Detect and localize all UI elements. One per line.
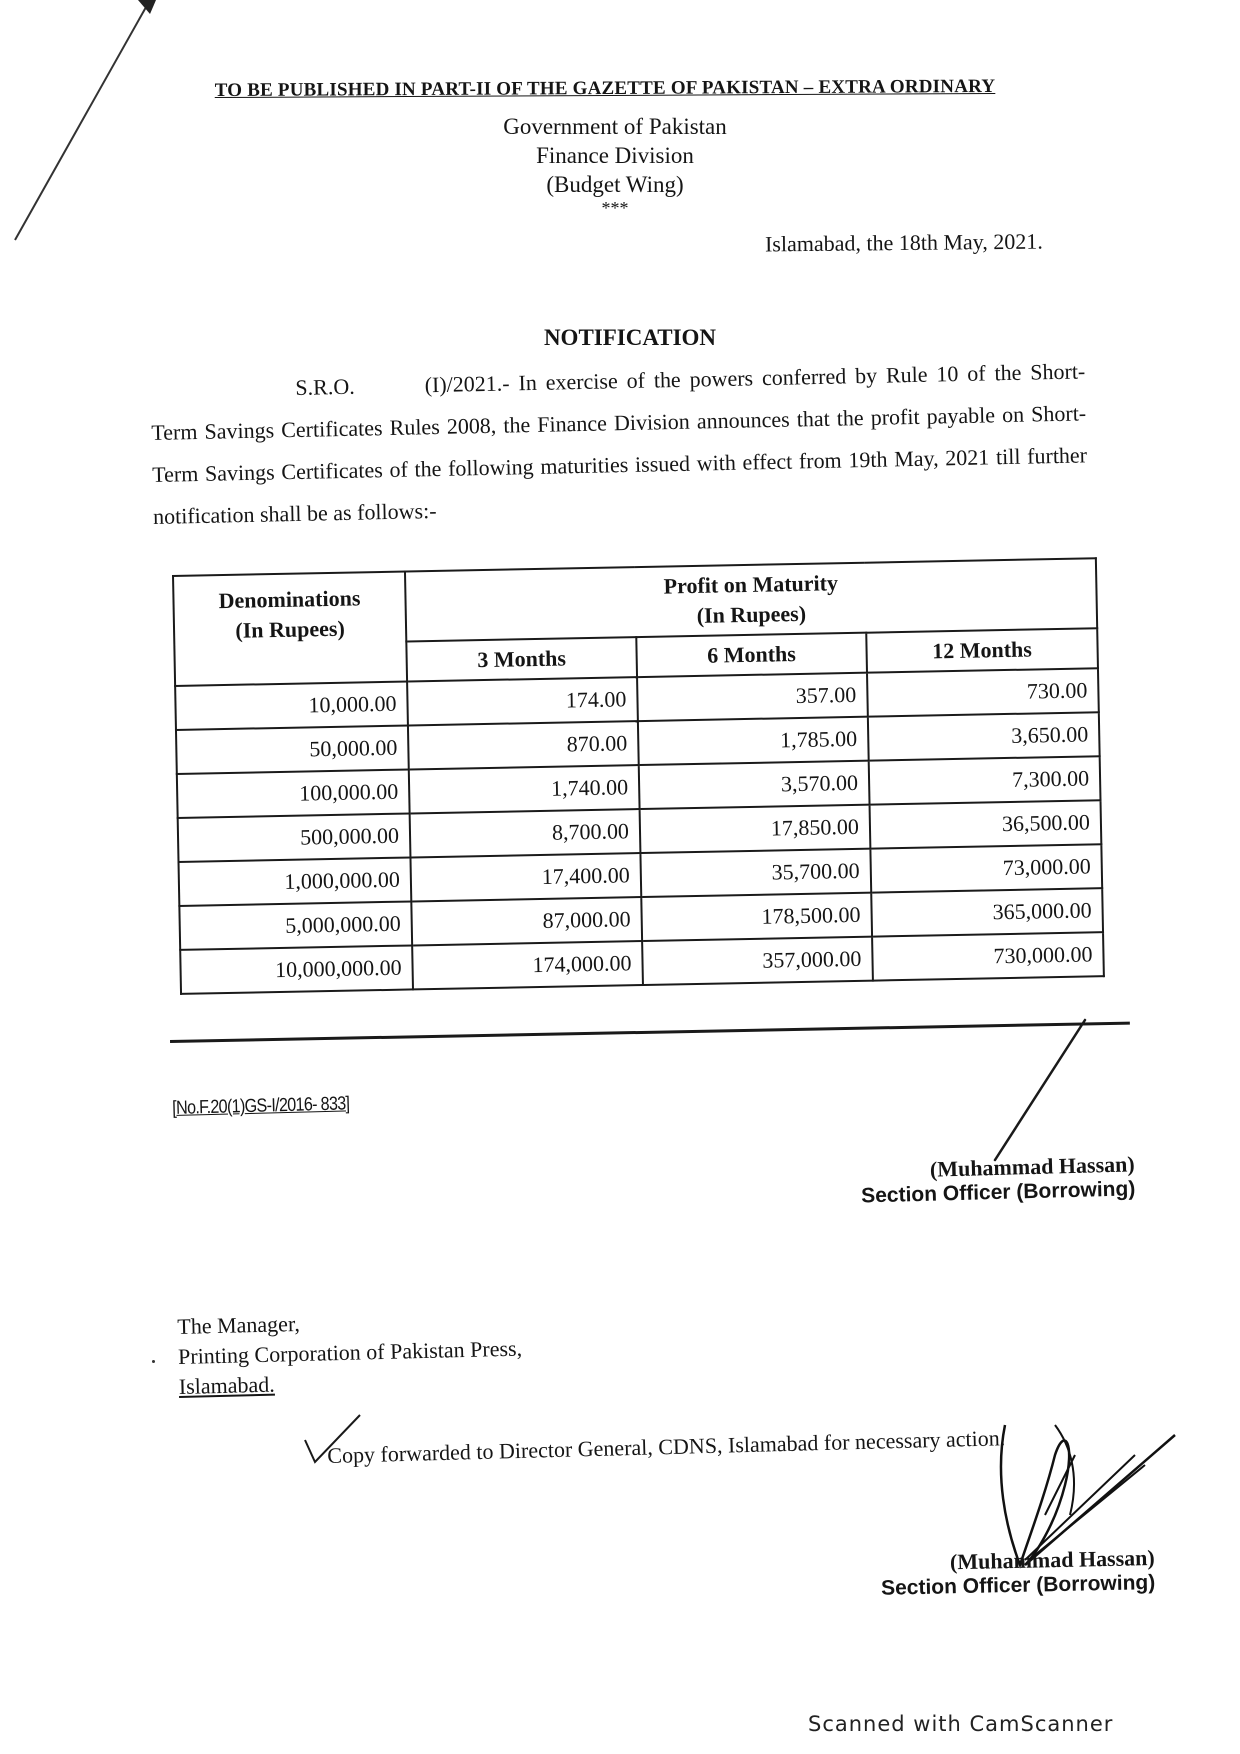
signatory-block-2 xyxy=(870,1545,1156,1601)
denominations-header: Denominations (In Rupees) xyxy=(173,572,407,686)
profit-6m-cell: 357,000.00 xyxy=(642,937,873,985)
profit-table xyxy=(172,557,1105,995)
profit-3m-cell: 174,000.00 xyxy=(412,941,643,989)
profit-3m-cell: 8,700.00 xyxy=(410,809,641,857)
profit-12m-cell: 7,300.00 xyxy=(869,756,1101,804)
addressee-block xyxy=(177,1304,523,1402)
profit-3m-cell: 87,000.00 xyxy=(411,897,642,945)
sro-label: S.R.O. xyxy=(295,373,355,400)
government-name: Government of Pakistan xyxy=(503,114,727,139)
profit-12m-cell: 73,000.00 xyxy=(870,844,1102,892)
denomination-cell: 5,000,000.00 xyxy=(179,901,412,949)
profit-12m-cell: 36,500.00 xyxy=(869,800,1101,848)
profit-6m-cell: 1,785.00 xyxy=(638,717,869,765)
signatory-title: Section Officer (Borrowing) xyxy=(860,1177,1136,1208)
denomination-cell: 100,000.00 xyxy=(177,769,410,817)
column-header-3-months: 3 Months xyxy=(406,637,637,681)
addressee-line-3: Islamabad. xyxy=(178,1371,276,1399)
profit-6m-cell: 35,700.00 xyxy=(640,849,871,897)
notification-paragraph xyxy=(150,350,1088,538)
gazette-publication-line: TO BE PUBLISHED IN PART-II OF THE GAZETTE OF PAKISTAN – EXTRA ORDINARY xyxy=(214,75,996,102)
scan-speck xyxy=(152,1360,155,1363)
profit-3m-cell: 1,740.00 xyxy=(409,765,640,813)
profit-6m-cell: 357.00 xyxy=(637,673,868,721)
signature-stroke-icon xyxy=(985,1015,1095,1165)
division-name: Finance Division xyxy=(536,143,694,168)
wing-name: (Budget Wing) xyxy=(546,172,684,197)
addressee-line-1: The Manager, xyxy=(177,1311,301,1339)
profit-6m-cell: 3,570.00 xyxy=(639,761,870,809)
denomination-cell: 10,000,000.00 xyxy=(180,945,413,993)
signatory-title-2: Section Officer (Borrowing) xyxy=(880,1571,1156,1600)
profit-12m-cell: 730,000.00 xyxy=(872,932,1104,980)
profit-6m-cell: 17,850.00 xyxy=(640,805,871,853)
addressee-line-2: Printing Corporation of Pakistan Press, xyxy=(177,1335,523,1369)
place-and-date: Islamabad, the 18th May, 2021. xyxy=(764,228,1043,257)
profit-6m-cell: 178,500.00 xyxy=(641,893,872,941)
denomination-cell: 1,000,000.00 xyxy=(179,857,412,905)
signatory-block xyxy=(854,1151,1135,1208)
denomination-cell: 10,000.00 xyxy=(175,682,408,730)
profit-on-maturity-header: Profit on Maturity (In Rupees) xyxy=(405,558,1097,641)
denomination-cell: 500,000.00 xyxy=(178,813,411,861)
column-header-6-months: 6 Months xyxy=(636,633,867,677)
notification-title: NOTIFICATION xyxy=(543,325,717,350)
notification-body: In exercise of the powers conferred by Rule 10 of the Short-Term Savings Certificates Rules 2008, the Finance Division announces that the profit payable on Short-Term Savings Certificates of the following maturities issued with effect from 19th May, 2021 till further notification shall be as follows:- xyxy=(151,358,1088,529)
profit-3m-cell: 17,400.00 xyxy=(410,853,641,901)
signatory-name: (Muhammad Hassan) xyxy=(929,1151,1135,1182)
denomination-cell: 50,000.00 xyxy=(176,725,409,773)
scan-fold-mark xyxy=(10,0,160,250)
sro-number: (I)/2021.- xyxy=(424,370,510,398)
separator-stars: *** xyxy=(601,198,629,218)
file-reference-number: [No.F.20(1)GS-I/2016- 833] xyxy=(172,1093,350,1119)
profit-12m-cell: 365,000.00 xyxy=(871,888,1103,936)
issuing-authority xyxy=(420,112,810,217)
camscanner-watermark: Scanned with CamScanner xyxy=(808,1712,1114,1736)
profit-12m-cell: 3,650.00 xyxy=(868,712,1100,760)
signatory-name-2: (Muhammad Hassan) xyxy=(949,1545,1155,1575)
profit-3m-cell: 174.00 xyxy=(407,677,638,725)
column-header-12-months: 12 Months xyxy=(866,628,1098,672)
profit-3m-cell: 870.00 xyxy=(408,721,639,769)
copy-forwarded-line: Copy forwarded to Director General, CDNS, Islamabad for necessary action. xyxy=(327,1425,1006,1468)
profit-12m-cell: 730.00 xyxy=(867,668,1099,716)
